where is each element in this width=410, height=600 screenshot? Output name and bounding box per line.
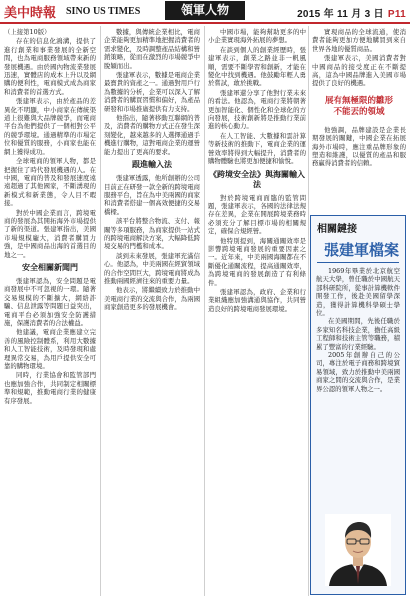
page-number: P11 (387, 9, 406, 20)
article-paragraph: 張建軍透露，他所創辦的公司目前正在研發一款全新的跨境電商服務平台，旨在為中美兩國的商家和消費者搭建一個高效便捷的交易橋樑。 (104, 174, 200, 216)
portrait-photo (325, 514, 391, 586)
article-paragraph: 該平台將整合物流、支付、報關等多項服務，為商家提供一站式的跨境電商解決方案，大幅降低跨境交易的門檻和成本。 (104, 217, 200, 251)
red-subheading: 展有無極限的雛形 不能丟的領域 (324, 95, 393, 117)
article-paragraph: 張建軍表示，數據是電商企業最寶貴的資產之一。通過對用戶行為數據的分析，企業可以深入了解消費者的購買習慣和偏好，為產品研發和市場推廣提供有力支持。 (104, 71, 200, 113)
article-paragraph: 同時，行業協會和監管部門也應加強合作，共同制定相關標準和規範，推動電商行業的健康有序發展。 (4, 371, 96, 405)
article-paragraph: 張建軍還分享了他對行業未來的看法。他認為，電商行業將朝著更加智能化、個性化和全球化的方向發展，技術創新將是推動行業前進的核心動力。 (208, 88, 306, 131)
article-paragraph: 張建軍表示，美國消費者對中國商品的接受度正在不斷提高，這為中國品牌進入美國市場提供了良好的機遇。 (312, 54, 406, 88)
article-paragraph: 他特別提到，海關通關效率是影響跨境電商發展的重要因素之一。近年來，中美兩國海關都在不斷優化通關流程，提高通關效率，為跨境電商的發展創造了有利條件。 (208, 236, 306, 287)
subheading: 安全相關新聞門 (22, 262, 78, 272)
article-column-2 (104, 28, 200, 594)
article-column-4 (312, 28, 406, 212)
article-column-3 (208, 28, 306, 594)
continuation-note: （上接第10版） (4, 28, 51, 36)
sidebar-divider (317, 262, 399, 263)
article-paragraph: 對於跨境電商面臨的監管問題，張建軍表示，各國的法律法規存在差異，企業在開展跨境業務時必須充分了解目標市場的相關規定，確保合規經營。 (208, 193, 306, 236)
article-paragraph: 對於中國企業而言，跨境電商的發展為其開拓海外市場提供了新的渠道。張建軍指出，美國市場規模龐大，消費者購買力強，是中國商品出海的首選目的地之一。 (4, 208, 96, 259)
article-paragraph: 他強調，品牌建設是企業長期發展的關鍵，中國企業在拓展海外市場時，應注重品牌形象的塑造和維護，以優質的產品和服務贏得消費者的信賴。 (312, 125, 406, 168)
newspaper-name-chinese: 美中時報 (4, 6, 57, 21)
article-paragraph: 在美國期間，先後任職於多家知名科技企業，擔任高級工程師和技術主管等職務，積累了豐富的行業經驗。 (316, 317, 400, 351)
article-paragraph: 1969年畢業於北京航空航天大學，曾任職於中國航天部科研院所，從事計算機軟件開發工作，後赴美國留學深造，獲得計算機科學碩士學位。 (316, 267, 400, 318)
profile-bio (311, 267, 405, 393)
issue-date (297, 5, 406, 20)
article-paragraph: 他表示，將繼續致力於推動中美電商行業的交流與合作，為兩國商家創造更多的發展機會。 (104, 286, 200, 312)
sidebar-label: 相關鏈接 (317, 224, 357, 235)
subheading: 跟進輸入法 (132, 160, 172, 170)
article-paragraph: 存在的信息化鴻溝，提供了進行創業和事業發展的全新空間，也為電商服務領域帶來新的發展機遇。由於國內物流業發展迅速，實體店的成本上升以及網購的便利性，電商模式成為商家和消費者的首選方式。 (4, 37, 96, 96)
paragraph-group (104, 28, 200, 156)
profile-sidebar (310, 215, 406, 595)
masthead (0, 0, 410, 24)
article-paragraph: 在談到個人的創業經歷時，張建軍表示，創業之路並非一帆風順，需要不斷學習和創新，才能在變化中找到機遇。他鼓勵年輕人勇於嘗試，敢於挑戰。 (208, 45, 306, 88)
article-paragraph: 全球電商的領軍人物，都是把握住了時代發展機遇的人。在中國，電商的普及和發展速度遠遠超過了其他國家，不斷湧現的新模式和新業態，令人目不暇接。 (4, 157, 96, 208)
article-paragraph: 在人工智能、大數據和雲計算等新技術的推動下，電商企業的運營效率將得到大幅提升，消費者的購物體驗也將更加便捷和愉悅。 (208, 131, 306, 166)
newspaper-name-english: SINO US TIMES (66, 6, 141, 17)
article-paragraph: 他建議，電商企業應建立完善的風險控制體系，利用大數據和人工智能技術，及時發現和處理異常交易，為用戶提供安全可靠的購物環境。 (4, 328, 96, 371)
subheading: 《跨境安全法》與海關輸入法 (209, 169, 305, 189)
article-column-1 (4, 28, 96, 594)
paragraph-group (208, 28, 306, 166)
article-paragraph: 談到未來發展，張建軍充滿信心。他認為，中美兩國在經貿領域的合作空間巨大，跨境電商將成為推動兩國經濟往來的重要力量。 (104, 251, 200, 285)
article-paragraph: 中國市場，能夠幫助更多的中小企業實現海外拓展的夢想。 (208, 28, 306, 45)
article-paragraph: 實現商品的全球流通，使消費者能夠更加方便地購買到來自世界各地的優質商品。 (312, 28, 406, 53)
column-divider (308, 26, 309, 596)
paragraph-group (4, 277, 96, 405)
article-paragraph: 張建軍表示，由於產品的差異化不明顯，中小商家在傳統渠道上很難與大品牌競爭，而電商平台為他們提供了一個相對公平的競爭環境。通過精準的市場定位和優質的服務，小商家也能在網上獲得成功。 (4, 97, 96, 156)
portrait-image (325, 514, 391, 586)
date-text: 2015 年 11 月 3 日 (297, 9, 384, 20)
paragraph-group (208, 194, 306, 314)
paragraph-group (312, 126, 406, 168)
article-paragraph: 張建軍認為，安全問題是電商發展中不可忽視的一環。隨著交易規模的不斷擴大，網絡詐騙、信息泄露等問題日益突出，電商平台必須加強安全防護措施，保護消費者的合法權益。 (4, 276, 96, 327)
article-paragraph: 他指出，隨著移動互聯網的普及，消費者的購物方式正在發生深刻變化，越來越多的人選擇通過手機進行購物，這對電商企業的運營能力提出了更高的要求。 (104, 114, 200, 156)
paragraph-group (4, 37, 96, 259)
article-paragraph: 2005年創辦自己的公司，專注於電子商務和跨境貿易領域，致力於推動中美兩國商家之間的交流與合作，是業界公認的領軍人物之一。 (316, 351, 400, 393)
paragraph-group (312, 28, 406, 88)
paragraph-group (104, 174, 200, 312)
article-paragraph: 張建軍認為，政府、企業和行業組織應加強溝通與協作，共同營造良好的跨境電商發展環境。 (208, 287, 306, 313)
column-divider (100, 26, 101, 596)
article-paragraph: 數據，與傳統企業相比，電商企業能夠更加精準地把握消費者的需求變化，及時調整產品結構和營銷策略，從而在激烈的市場競爭中脫穎而出。 (104, 28, 200, 70)
column-divider (204, 26, 205, 596)
profile-name: 張建軍檔案 (323, 241, 399, 259)
section-title: 領軍人物 (165, 1, 245, 20)
